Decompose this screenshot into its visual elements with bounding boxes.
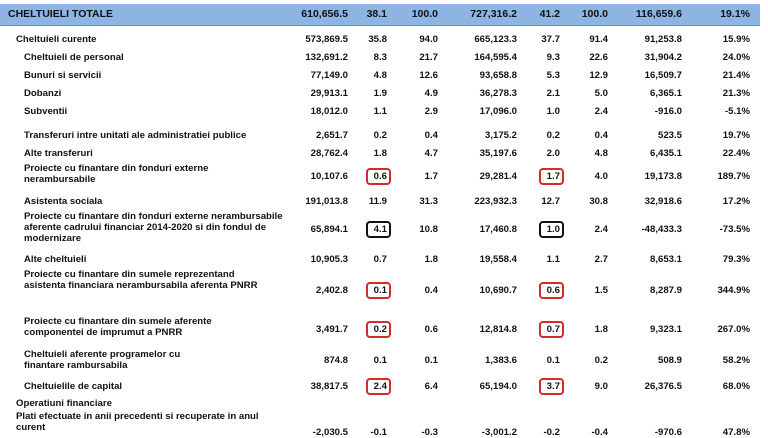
- row-label: Alte cheltuieli: [24, 254, 87, 265]
- cell-structure-curr: 1.5: [594, 285, 608, 296]
- cell-gdp-share-prev: 35.8: [368, 34, 387, 45]
- cell-amount-curr: 93,658.8: [479, 70, 517, 81]
- header-gdp-share-curr: 41.2: [539, 8, 560, 20]
- header-difference: 116,659.6: [635, 8, 682, 20]
- cell-amount-prev: 28,762.4: [310, 148, 348, 159]
- cell-growth-pct: 344.9%: [717, 285, 750, 296]
- cell-growth-pct: 22.4%: [722, 148, 750, 159]
- cell-gdp-share-curr: 1.0: [546, 224, 560, 235]
- cell-amount-curr: 665,123.3: [474, 34, 517, 45]
- cell-structure-curr: 4.8: [594, 148, 608, 159]
- cell-gdp-share-prev: 8.3: [373, 52, 387, 63]
- cell-growth-pct: 15.9%: [722, 34, 750, 45]
- row-label: Operatiuni financiare: [16, 398, 112, 409]
- cell-growth-pct: -73.5%: [719, 224, 750, 235]
- row-label: Cheltuieli curente: [16, 34, 97, 45]
- row-label: Proiecte cu finantare din sumele reprezentand asistenta financiara nerambursabila aferenta PNRR: [24, 269, 258, 291]
- cell-gdp-share-curr: 0.7: [546, 324, 560, 335]
- highlight-box: [539, 321, 564, 338]
- cell-difference: 31,904.2: [644, 52, 682, 63]
- cell-gdp-share-curr: 37.7: [541, 34, 560, 45]
- highlight-box: [366, 378, 391, 395]
- cell-difference: 523.5: [657, 130, 682, 141]
- cell-structure-curr: 5.0: [594, 88, 608, 99]
- cell-difference: 91,253.8: [644, 34, 682, 45]
- cell-difference: 6,365.1: [649, 88, 682, 99]
- highlight-box: [539, 168, 564, 185]
- cell-amount-prev: 2,402.8: [315, 285, 348, 296]
- cell-amount-curr: 10,690.7: [479, 285, 517, 296]
- cell-growth-pct: 189.7%: [717, 171, 750, 182]
- cell-structure-prev: 4.9: [424, 88, 438, 99]
- row-label: Proiecte cu finantare din fonduri externe nerambursabile aferente cadrului financiar 2014-2020 si din fondul de modernizare: [24, 211, 283, 244]
- cell-amount-prev: 29,913.1: [310, 88, 348, 99]
- cell-amount-curr: 1,383.6: [484, 355, 517, 366]
- cell-structure-curr: 1.8: [594, 324, 608, 335]
- cell-gdp-share-curr: 9.3: [546, 52, 560, 63]
- cell-difference: -970.6: [654, 427, 682, 438]
- highlight-box: [539, 378, 564, 395]
- cell-difference: 9,323.1: [649, 324, 682, 335]
- cell-gdp-share-curr: 0.6: [546, 285, 560, 296]
- cell-amount-prev: 874.8: [323, 355, 348, 366]
- cell-growth-pct: 19.7%: [722, 130, 750, 141]
- cell-gdp-share-prev: 0.6: [373, 171, 387, 182]
- header-amount-prev: 610,656.5: [301, 8, 348, 20]
- cell-difference: 508.9: [657, 355, 682, 366]
- cell-gdp-share-curr: 5.3: [546, 70, 560, 81]
- row-label: Proiecte cu finantare din sumele aferente componentei de imprumut a PNRR: [24, 316, 212, 338]
- cell-gdp-share-curr: 0.1: [546, 355, 560, 366]
- highlight-box: [539, 282, 564, 299]
- row-label: Plati efectuate in anii precedenti si recuperate in anul curent: [16, 411, 259, 433]
- cell-structure-prev: -0.3: [421, 427, 438, 438]
- cell-amount-curr: 12,814.8: [479, 324, 517, 335]
- cell-difference: 16,509.7: [644, 70, 682, 81]
- cell-structure-curr: -0.4: [591, 427, 608, 438]
- cell-difference: 26,376.5: [644, 381, 682, 392]
- cell-structure-prev: 2.9: [424, 106, 438, 117]
- cell-gdp-share-prev: 0.1: [373, 285, 387, 296]
- cell-structure-prev: 94.0: [419, 34, 438, 45]
- cell-difference: 6,435.1: [649, 148, 682, 159]
- row-label: Bunuri si servicii: [24, 70, 102, 81]
- cell-structure-curr: 12.9: [589, 70, 608, 81]
- header-growth-pct: 19.1%: [720, 8, 750, 20]
- cell-amount-curr: 19,558.4: [479, 254, 517, 265]
- highlight-box: [366, 221, 391, 238]
- cell-growth-pct: 24.0%: [722, 52, 750, 63]
- cell-structure-prev: 0.1: [424, 355, 438, 366]
- cell-structure-curr: 2.7: [594, 254, 608, 265]
- row-label: Asistenta sociala: [24, 196, 103, 207]
- cell-amount-prev: 10,107.6: [310, 171, 348, 182]
- cell-structure-prev: 0.4: [424, 130, 438, 141]
- cell-gdp-share-prev: 11.9: [368, 196, 387, 207]
- cell-growth-pct: 68.0%: [722, 381, 750, 392]
- cell-structure-prev: 4.7: [424, 148, 438, 159]
- row-label: Proiecte cu finantare din fonduri externe nerambursabile: [24, 163, 209, 185]
- cell-amount-curr: 35,197.6: [479, 148, 517, 159]
- highlight-box: [366, 321, 391, 338]
- highlight-box: [539, 221, 564, 238]
- cell-amount-curr: 29,281.4: [479, 171, 517, 182]
- cell-gdp-share-prev: 0.7: [373, 254, 387, 265]
- cell-amount-curr: 164,595.4: [474, 52, 517, 63]
- cell-structure-prev: 0.4: [424, 285, 438, 296]
- cell-gdp-share-curr: 2.1: [546, 88, 560, 99]
- cell-structure-prev: 10.8: [419, 224, 438, 235]
- cell-gdp-share-prev: 0.2: [373, 130, 387, 141]
- cell-structure-prev: 12.6: [419, 70, 438, 81]
- header-gdp-share-prev: 38.1: [366, 8, 387, 20]
- cell-difference: 32,918.6: [644, 196, 682, 207]
- row-label: Cheltuieli de personal: [24, 52, 124, 63]
- cell-difference: 8,653.1: [649, 254, 682, 265]
- cell-structure-curr: 30.8: [589, 196, 608, 207]
- cell-amount-prev: 18,012.0: [310, 106, 348, 117]
- cell-amount-curr: 65,194.0: [479, 381, 517, 392]
- cell-gdp-share-curr: 1.1: [546, 254, 560, 265]
- cell-amount-prev: 38,817.5: [310, 381, 348, 392]
- header-structure-prev: 100.0: [411, 8, 438, 20]
- cell-gdp-share-curr: 12.7: [541, 196, 560, 207]
- header-amount-curr: 727,316.2: [470, 8, 517, 20]
- header-structure-curr: 100.0: [581, 8, 608, 20]
- cell-amount-prev: 3,491.7: [315, 324, 348, 335]
- cell-gdp-share-curr: 2.0: [546, 148, 560, 159]
- cell-amount-prev: 132,691.2: [305, 52, 348, 63]
- cell-amount-prev: -2,030.5: [312, 427, 348, 438]
- cell-structure-curr: 22.6: [589, 52, 608, 63]
- cell-structure-prev: 6.4: [424, 381, 438, 392]
- cell-structure-curr: 0.2: [594, 355, 608, 366]
- cell-structure-prev: 1.8: [424, 254, 438, 265]
- cell-structure-curr: 2.4: [594, 224, 608, 235]
- row-label: Alte transferuri: [24, 148, 93, 159]
- row-label: Cheltuieli aferente programelor cu finantare rambursabila: [24, 349, 181, 371]
- highlight-box: [366, 282, 391, 299]
- cell-amount-prev: 2,651.7: [315, 130, 348, 141]
- cell-structure-prev: 0.6: [424, 324, 438, 335]
- cell-amount-curr: 17,460.8: [479, 224, 517, 235]
- cell-gdp-share-curr: 3.7: [546, 381, 560, 392]
- cell-growth-pct: 79.3%: [722, 254, 750, 265]
- cell-amount-curr: 17,096.0: [479, 106, 517, 117]
- cell-gdp-share-curr: 1.7: [546, 171, 560, 182]
- cell-difference: 8,287.9: [649, 285, 682, 296]
- highlight-box: [366, 168, 391, 185]
- cell-gdp-share-prev: 0.1: [373, 355, 387, 366]
- cell-difference: -48,433.3: [641, 224, 682, 235]
- cell-growth-pct: 47.8%: [722, 427, 750, 438]
- cell-structure-curr: 4.0: [594, 171, 608, 182]
- cell-amount-curr: 36,278.3: [479, 88, 517, 99]
- cell-gdp-share-prev: 4.1: [373, 224, 387, 235]
- row-label: Dobanzi: [24, 88, 62, 99]
- cell-gdp-share-curr: 1.0: [546, 106, 560, 117]
- cell-gdp-share-curr: -0.2: [543, 427, 560, 438]
- cell-growth-pct: 21.4%: [722, 70, 750, 81]
- cell-difference: -916.0: [654, 106, 682, 117]
- cell-amount-prev: 573,869.5: [305, 34, 348, 45]
- cell-growth-pct: 58.2%: [722, 355, 750, 366]
- cell-difference: 19,173.8: [644, 171, 682, 182]
- cell-growth-pct: 21.3%: [722, 88, 750, 99]
- cell-structure-curr: 2.4: [594, 106, 608, 117]
- cell-growth-pct: 267.0%: [717, 324, 750, 335]
- header-divider: [0, 25, 760, 26]
- cell-structure-prev: 21.7: [419, 52, 438, 63]
- cell-growth-pct: 17.2%: [722, 196, 750, 207]
- cell-structure-curr: 91.4: [589, 34, 608, 45]
- cell-amount-curr: 3,175.2: [484, 130, 517, 141]
- cell-amount-prev: 65,894.1: [310, 224, 348, 235]
- cell-gdp-share-curr: 0.2: [546, 130, 560, 141]
- cell-gdp-share-prev: 1.1: [373, 106, 387, 117]
- cell-gdp-share-prev: 1.8: [373, 148, 387, 159]
- cell-growth-pct: -5.1%: [724, 106, 750, 117]
- cell-amount-curr: 223,932.3: [474, 196, 517, 207]
- cell-amount-prev: 77,149.0: [310, 70, 348, 81]
- cell-gdp-share-prev: 2.4: [373, 381, 387, 392]
- cell-amount-curr: -3,001.2: [481, 427, 517, 438]
- cell-gdp-share-prev: 4.8: [373, 70, 387, 81]
- cell-structure-curr: 9.0: [594, 381, 608, 392]
- row-label: Subventii: [24, 106, 68, 117]
- row-label: Cheltuielile de capital: [24, 381, 123, 392]
- cell-gdp-share-prev: 0.2: [373, 324, 387, 335]
- cell-amount-prev: 10,905.3: [310, 254, 348, 265]
- cell-structure-prev: 31.3: [419, 196, 438, 207]
- cell-amount-prev: 191,013.8: [305, 196, 348, 207]
- cell-gdp-share-prev: 1.9: [373, 88, 387, 99]
- cell-structure-curr: 0.4: [594, 130, 608, 141]
- total-expenditure-label: CHELTUIELI TOTALE: [8, 8, 113, 20]
- cell-gdp-share-prev: -0.1: [370, 427, 387, 438]
- row-label: Transferuri intre unitati ale administratiei publice: [24, 130, 247, 141]
- cell-structure-prev: 1.7: [424, 171, 438, 182]
